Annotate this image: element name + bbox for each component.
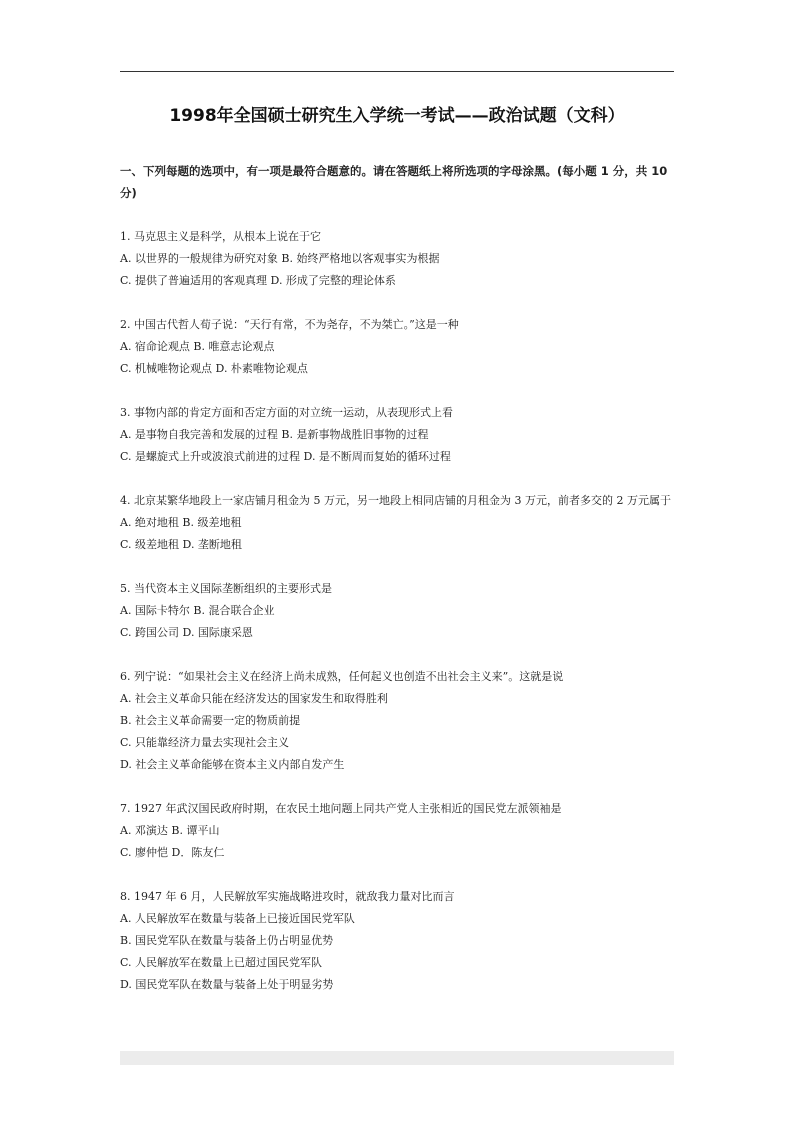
question-stem: 3. 事物内部的肯定方面和否定方面的对立统一运动，从表现形式上看 [120, 406, 453, 419]
option-line: A. 宿命论观点 B. 唯意志论观点 [120, 340, 275, 353]
option-line: C. 提供了普遍适用的客观真理 D. 形成了完整的理论体系 [120, 274, 396, 287]
footer-bar [120, 1051, 674, 1065]
question-stem: 1. 马克思主义是科学，从根本上说在于它 [120, 230, 321, 243]
question-4 [120, 490, 674, 556]
option-line: C. 只能靠经济力量去实现社会主义 [120, 736, 290, 749]
option-line: A. 邓演达 B. 谭平山 [120, 824, 220, 837]
question-7 [120, 798, 674, 864]
question-5 [120, 578, 674, 644]
option-line: A. 人民解放军在数量与装备上已接近国民党军队 [120, 912, 355, 925]
option-line: B. 国民党军队在数量与装备上仍占明显优势 [120, 934, 334, 947]
question-6 [120, 666, 674, 776]
question-stem: 5. 当代资本主义国际垄断组织的主要形式是 [120, 582, 332, 595]
option-line: C. 是螺旋式上升或波浪式前进的过程 D. 是不断周而复始的循环过程 [120, 450, 451, 463]
question-3 [120, 402, 674, 468]
option-line: D. 国民党军队在数量与装备上处于明显劣势 [120, 978, 334, 991]
question-stem: 4. 北京某繁华地段上一家店铺月租金为 5 万元，另一地段上相同店铺的月租金为 3 万元，前者多交的 2 万元属于 [120, 494, 671, 507]
question-list [120, 226, 674, 1018]
question-stem: 2. 中国古代哲人荀子说：“天行有常，不为尧存，不为桀亡。”这是一种 [120, 318, 459, 331]
option-line: C. 人民解放军在数量上已超过国民党军队 [120, 956, 323, 969]
option-line: A. 绝对地租 B. 级差地租 [120, 516, 242, 529]
question-1 [120, 226, 674, 292]
document-title: 1998年全国硕士研究生入学统一考试——政治试题（文科） [169, 106, 625, 126]
option-line: A. 社会主义革命只能在经济发达的国家发生和取得胜利 [120, 692, 388, 705]
question-8 [120, 886, 674, 996]
header-rule [120, 71, 674, 72]
question-2 [120, 314, 674, 380]
section-instructions: 一、下列每题的选项中，有一项是最符合题意的。请在答题纸上将所选项的字母涂黑。(每小题 1 分，共 10 分) [120, 164, 668, 200]
option-line: A. 是事物自我完善和发展的过程 B. 是新事物战胜旧事物的过程 [120, 428, 429, 441]
question-stem: 6. 列宁说：“如果社会主义在经济上尚未成熟，任何起义也创造不出社会主义来”。这就是说 [120, 670, 564, 683]
option-line: C. 廖仲恺 D．陈友仁 [120, 846, 225, 859]
question-stem: 7. 1927 年武汉国民政府时期，在农民土地问题上同共产党人主张相近的国民党左派领袖是 [120, 802, 562, 815]
option-line: C. 跨国公司 D. 国际康采恩 [120, 626, 253, 639]
option-line: D. 社会主义革命能够在资本主义内部自发产生 [120, 758, 345, 771]
option-line: C. 机械唯物论观点 D. 朴素唯物论观点 [120, 362, 308, 375]
option-line: A. 以世界的一般规律为研究对象 B. 始终严格地以客观事实为根据 [120, 252, 440, 265]
option-line: A. 国际卡特尔 B. 混合联合企业 [120, 604, 275, 617]
option-line: C. 级差地租 D. 垄断地租 [120, 538, 242, 551]
question-stem: 8. 1947 年 6 月，人民解放军实施战略进攻时，就敌我力量对比而言 [120, 890, 455, 903]
option-line: B. 社会主义革命需要一定的物质前提 [120, 714, 301, 727]
